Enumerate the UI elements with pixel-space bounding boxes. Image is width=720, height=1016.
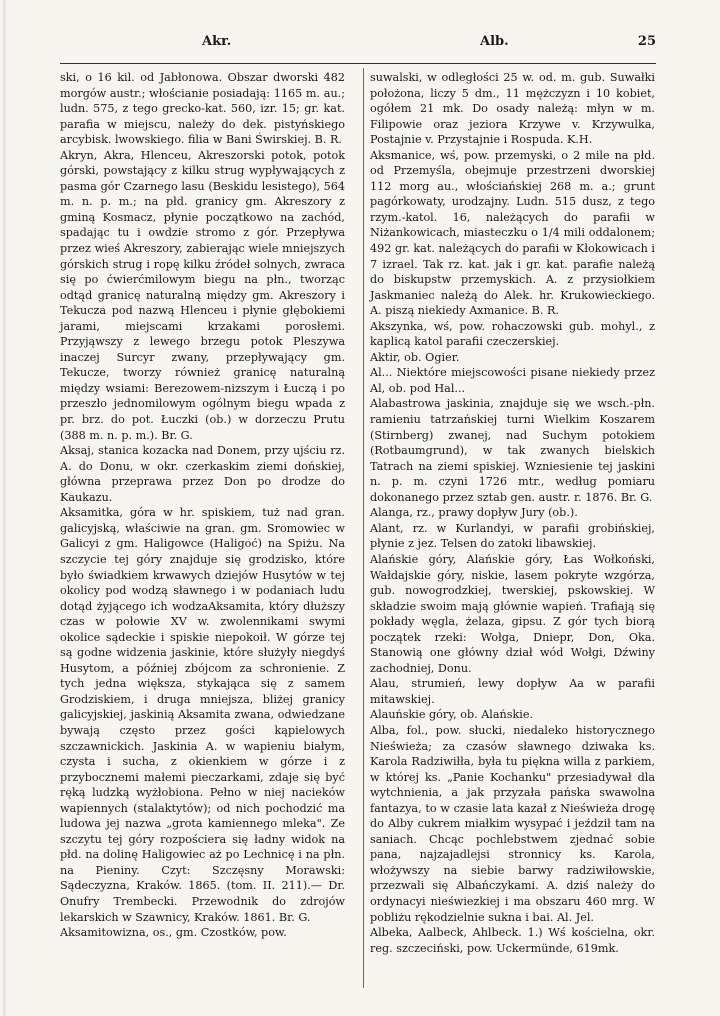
header-right-keyword: Alb. xyxy=(480,34,509,49)
scan-edge xyxy=(3,0,7,1016)
entry-paragraph: suwalski, w odległości 25 w. od. m. gub. Suwałki położona, liczy 5 dm., 11 mężczyzn i 10 kobiet, ogółem 21 mk. Do osady należą: młyn w m. Filipowie oraz jeziora Krzywe v. Krzywulka, Postajnie v. Przystajnie i Rospuda. K.H. xyxy=(370,71,655,147)
entry-paragraph: Akryn, Akra, Hlenceu, Akreszorski potok, potok górski, powstający z kilku strug wypływających z pasma gór Czarnego lasu (Beskidu lesistego), 564 m. n. p. m.; na płd. granicy gm. Akreszory z gminą Kosmacz, płynie początkowo na zachód, spadając tu i owdzie stromo z gór. Przepływa przez wieś Akreszory, zabierając wiele mniejszych górskich strug i ropę kilku źródeł solnych, zwraca się po ćwierćmilowym biegu na płn., tworząc odtąd granicę naturalną między gm. Akreszory i Tekucza pod nazwą Hlenceu i płynie głębokiemi jarami, miejscami krzakami porosłemi. Przyjąwszy z lewego brzegu potok Pleszywa inaczej Surcyr zwany, przepływający gm. Tekucze, tworzy również granicę naturalną między wsiami: Berezowem-nizszym i Łuczą i po przeszło jednomilowym ogólnym biegu wpada z pr. brz. do pot. Łuczki (ob.) w dorzeczu Prutu (388 m. n. p. m.). Br. G. xyxy=(60,148,345,442)
entry-paragraph: Alabastrowa jaskinia, znajduje się we wsch.-płn. ramieniu tatrzańskiej turni Wielkim Koszarem (Stirnberg) zwanej, nad Suchym potokiem (Rotbaumgrund), w tak zwanych bielskich Tatrach na ziemi spiskiej. Wzniesienie tej jaskini n. p. m. czyni 1726 mtr., według pomiaru dokonanego przez sztab gen. austr. r. 1876. Br. G. xyxy=(370,397,655,504)
entry-paragraph: Alau, strumień, lewy dopływ Aa w parafii mitawskiej. xyxy=(370,677,655,706)
header-rule xyxy=(60,63,656,64)
left-column xyxy=(60,70,345,941)
entry-paragraph: Albeka, Aalbeck, Ahlbeck. 1.) Wś kościelna, okr. reg. szczeciński, pow. Uckermünde, 619mk. xyxy=(370,926,655,955)
entry-paragraph: Alauńskie góry, ob. Alańskie. xyxy=(370,708,534,722)
entry-paragraph: Aktir, ob. Ogier. xyxy=(370,350,460,364)
entry-paragraph: Aksaj, stanica kozacka nad Donem, przy ujściu rz. A. do Donu, w okr. czerkaskim ziemi dońskiej, główna przeprawa przez Don po drodze do Kaukazu. xyxy=(60,444,345,504)
entry-paragraph: Al... Niektóre miejscowości pisane niekiedy przez Al, ob. pod Hal... xyxy=(370,366,655,395)
entry-paragraph: Alańskie góry, Alańskie góry, Łas Wołkoński, Wałdajskie góry, niskie, lasem pokryte wzgórza, gub. nowogrodzkiej, twerskiej, pskowskiej. W składzie swoim mają głównie wapień. Trafiają się pokłady węgla, żelaza, gipsu. Z gór tych biorą początek rzeki: Wołga, Dniepr, Don, Oka. Stanowią one główny dział wód Wołgi, Dźwiny zachodniej, Donu. xyxy=(370,552,655,675)
entry-paragraph: Alba, fol., pow. słucki, niedaleko historycznego Nieświeża; za czasów sławnego dziwaka ks. Karola Radziwiłła, była tu piękna willa z parkiem, w której ks. „Panie Kochanku" przesiadywał dla wytchnienia, a jak przyzała pańska swawolna fantazya, to w czasie lata kazał z Nieświeża drogę do Alby cukrem miałkim wysypać i jeździł tam na saniach. Chcąc pochlebstwem zjednać sobie pana, najzajadlejsi stronnicy ks. Karola, włożywszy na siebie barwy radziwiłowskie, przezwali się Albańczykami. A. dziś należy do ordynacyi nieświezkiej i ma obszaru 460 mrg. W pobliżu rękodzielnie sukna i bai. Al. Jel. xyxy=(370,723,655,924)
page-number: 25 xyxy=(637,34,656,49)
entry-paragraph: Akszynka, wś, pow. rohaczowski gub. mohyl., z kaplicą katol parafii czeczerskiej. xyxy=(370,319,655,349)
entry-paragraph: ski, o 16 kil. od Jabłonowa. Obszar dworski 482 morgów austr.; włościanie posiadają: 1165 m. au.; ludn. 575, z tego grecko-kat. 560, izr. 15; gr. kat. parafia w miejscu, należy do dek. pistyńskiego arcybisk. lwowskiego. filia w Bani Świrskiej. B. R. xyxy=(60,71,345,147)
running-header xyxy=(60,34,656,54)
entry-paragraph: Alanga, rz., prawy dopływ Jury (ob.). xyxy=(370,506,578,520)
header-left-keyword: Akr. xyxy=(202,34,232,49)
entry-paragraph: Aksamitowizna, os., gm. Czostków, pow. xyxy=(60,926,287,940)
entry-paragraph: Aksmanice, wś, pow. przemyski, o 2 mile na płd. od Przemyśla, obejmuje przestrzeni dworskiej 112 morg au., włościańskiej 268 m. a.; grunt pagórkowaty, urodzajny. Ludn. 515 dusz, z tego rzym.-katol. 16, należących do parafii w Niżankowicach, miasteczku o 1/4 mili oddalonem; 492 gr. kat. należących do parafii w Kłokowicach i 7 izrael. Tak rz. kat. jak i gr. kat. parafie należą do biskupstw przemyskich. A. z przysiołkiem Jaskmaniec należą do Alek. hr. Krukowieckiego. A. piszą niekiedy Axmanice. B. R. xyxy=(370,148,655,318)
entry-paragraph: Alant, rz. w Kurlandyi, w parafii grobińskiej, płynie z jez. Telsen do zatoki libawskiej. xyxy=(370,521,655,551)
entry-paragraph: Aksamitka, góra w hr. spiskiem, tuż nad gran. galicyjską, właściwie na gran. gm. Sromowiec w Galicyi z gm. Haligowce (Haligoć) na Spiżu. Na szczycie tej góry znajduje się grodzisko, które było świadkiem krwawych dziejów Husytów w tej okolicy pod wodzą sławnego i w podaniach ludu dotąd żyjącego ich wodzaAksamita, który dłuższy czas w połowie XV w. zwolennikami swymi okolice sądeckie i spiskie niepokoił. W górze tej są godne widzenia jaskinie, które służyły niegdyś Husytom, a później zbójcom za schronienie. Z tych jedna większa, stykająca się z samem Grodziskiem, i druga mniejsza, bliżej granicy galicyjskiej, jaskinią Aksamita zwana, odwiedzane bywają często przez gości kąpielowych szczawnickich. Jaskinia A. w wapieniu białym, czysta i sucha, z okienkiem w górze i z przybocznemi małemi pieczarkami, zdaje się być ręką ludzką wyżłobiona. Pełno w niej nacieków wapiennych (stalaktytów); od nich pochodzić ma ludowa jej nazwa „grota kamiennego mleka". Ze szczytu tej góry rozpościera się ładny widok na płd. na dolinę Haligowiec aż po Lechnicę i na płn. na Pieniny. Czyt: Szczęsny Morawski: Sądeczyzna, Kraków. 1865. (tom. II. 211).— Dr. Onufry Trembecki. Przewodnik do zdrojów lekarskich w Szawnicy, Kraków. 1861. Br. G. xyxy=(60,506,345,924)
right-column xyxy=(370,70,655,956)
column-divider xyxy=(363,68,364,988)
